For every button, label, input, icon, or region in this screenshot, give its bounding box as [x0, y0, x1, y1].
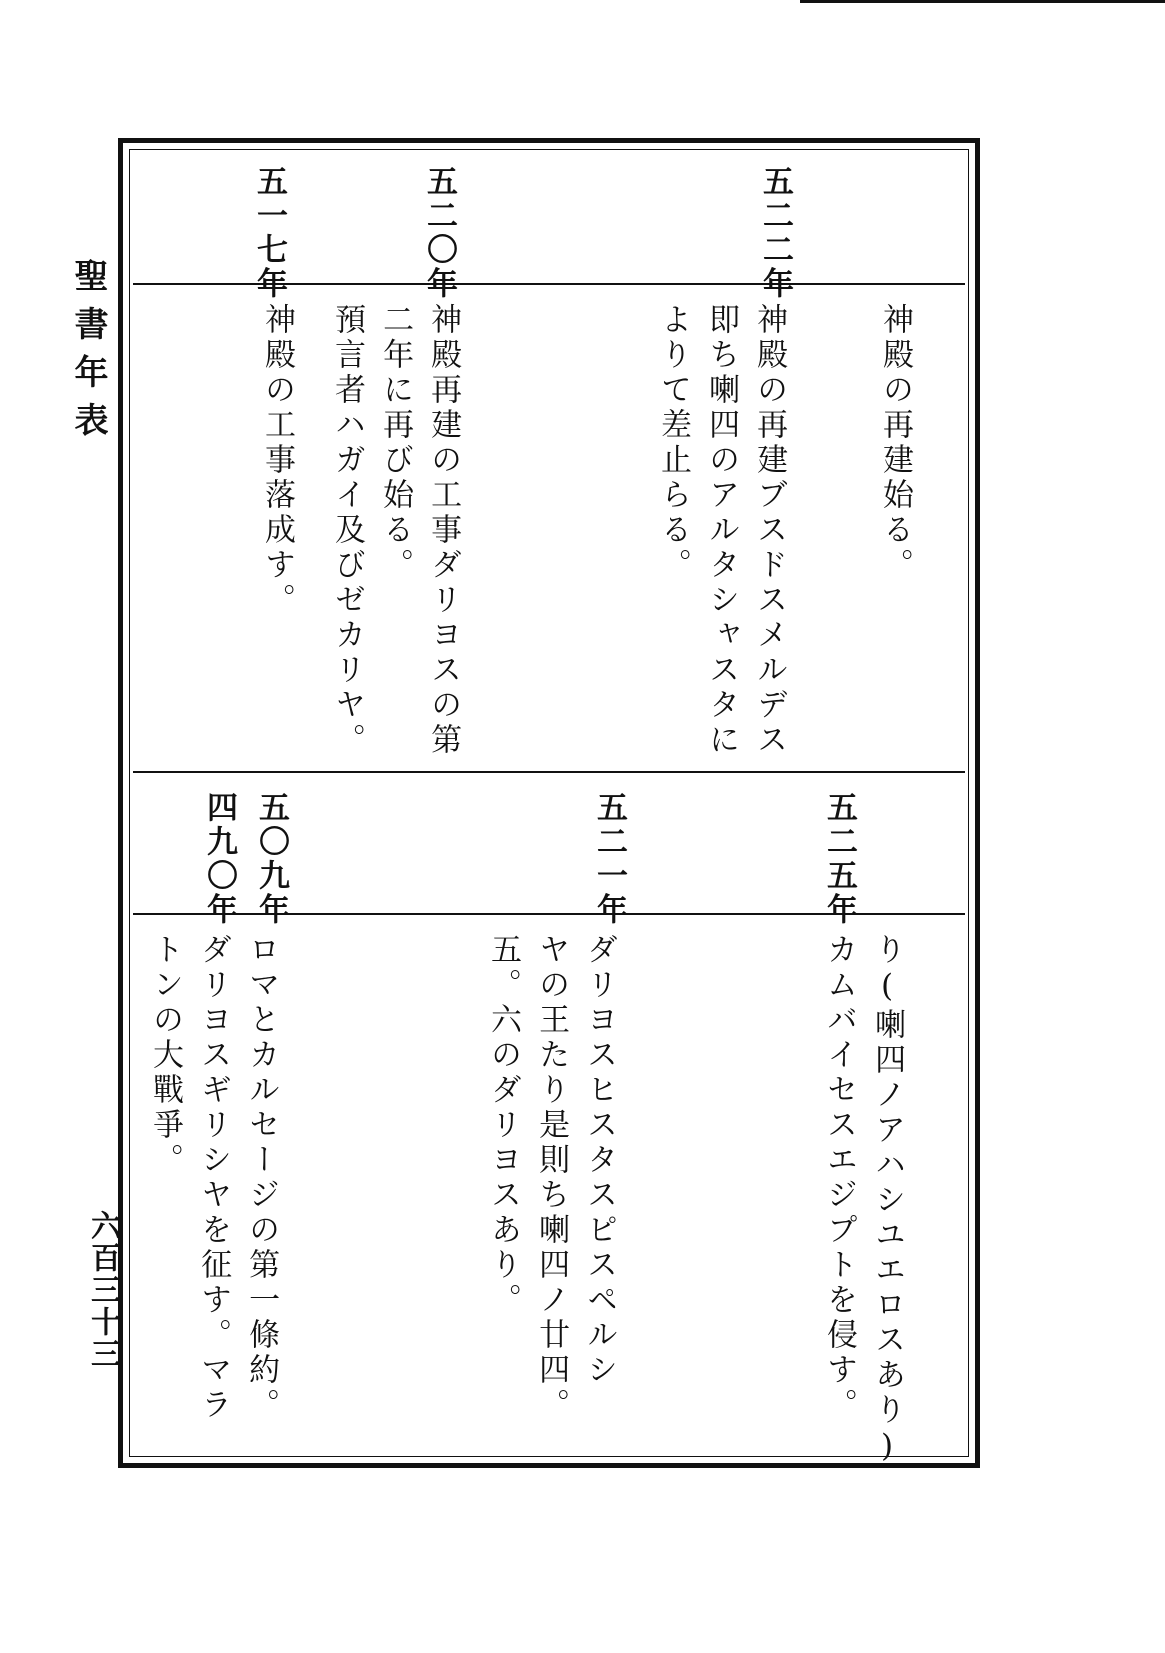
- year-lower-3: 五〇九年: [253, 791, 289, 927]
- table-frame: [118, 138, 980, 1468]
- entry-lower-2: [479, 933, 623, 1423]
- entry-upper-4-line-1: 神殿の工事落成す。: [259, 303, 296, 618]
- year-upper-2: 五二〇年: [421, 165, 457, 301]
- year-upper-3: 五一七年: [251, 165, 287, 301]
- entry-lower-2-line-3: 五。六のダリヨスあり。: [485, 933, 522, 1318]
- entry-lower-1: [815, 933, 911, 1468]
- entry-lower-2-line-1: ダリヨスヒスタスピスペルシ: [581, 933, 618, 1388]
- section-divider: [133, 771, 965, 773]
- entry-upper-3-line-3: 預言者ハガイ及びゼカリヤ。: [329, 303, 366, 758]
- entry-upper-2-line-1: 神殿の再建ブスドスメルデス: [751, 303, 788, 758]
- year-upper-1: 五二二年: [757, 165, 793, 301]
- entry-upper-1-line-1: 神殿の再建始る。: [877, 303, 914, 583]
- entry-lower-3-line-1: ロマとカルセージの第一條約。: [243, 933, 280, 1423]
- entry-upper-3-line-2: 二年に再び始る。: [377, 303, 414, 583]
- entry-lower-3-line-3: トンの大戰爭。: [147, 933, 184, 1178]
- entry-upper-1: [871, 303, 919, 583]
- page-number: 六百三十三: [85, 1210, 120, 1370]
- top-edge-rule: [800, 0, 1165, 3]
- entry-upper-3-line-1: 神殿再建の工事ダリヨスの第: [425, 303, 462, 758]
- year-lower-1: 五二五年: [821, 791, 857, 927]
- entry-upper-2: [649, 303, 793, 758]
- entry-upper-3: [323, 303, 467, 758]
- entry-lower-1-line-1: り(喇四ノアハシユエロスあり): [869, 933, 906, 1468]
- entry-upper-2-line-3: よりて差止らる。: [655, 303, 692, 583]
- entry-lower-1-line-2: カムバイセスエジプトを侵す。: [821, 933, 858, 1423]
- entry-upper-4: [253, 303, 301, 618]
- entry-lower-3: [141, 933, 285, 1423]
- entry-upper-2-line-2: 即ち喇四のアルタシャスタに: [703, 303, 740, 758]
- side-title: 聖書年表: [68, 258, 108, 450]
- entry-lower-2-line-2: ヤの王たり是則ち喇四ノ廿四。: [533, 933, 570, 1423]
- entry-lower-3-line-2: ダリヨスギリシヤを征す。マラ: [195, 933, 232, 1423]
- year-lower-2: 五二一年: [591, 791, 627, 927]
- year-lower-4: 四九〇年: [201, 791, 237, 927]
